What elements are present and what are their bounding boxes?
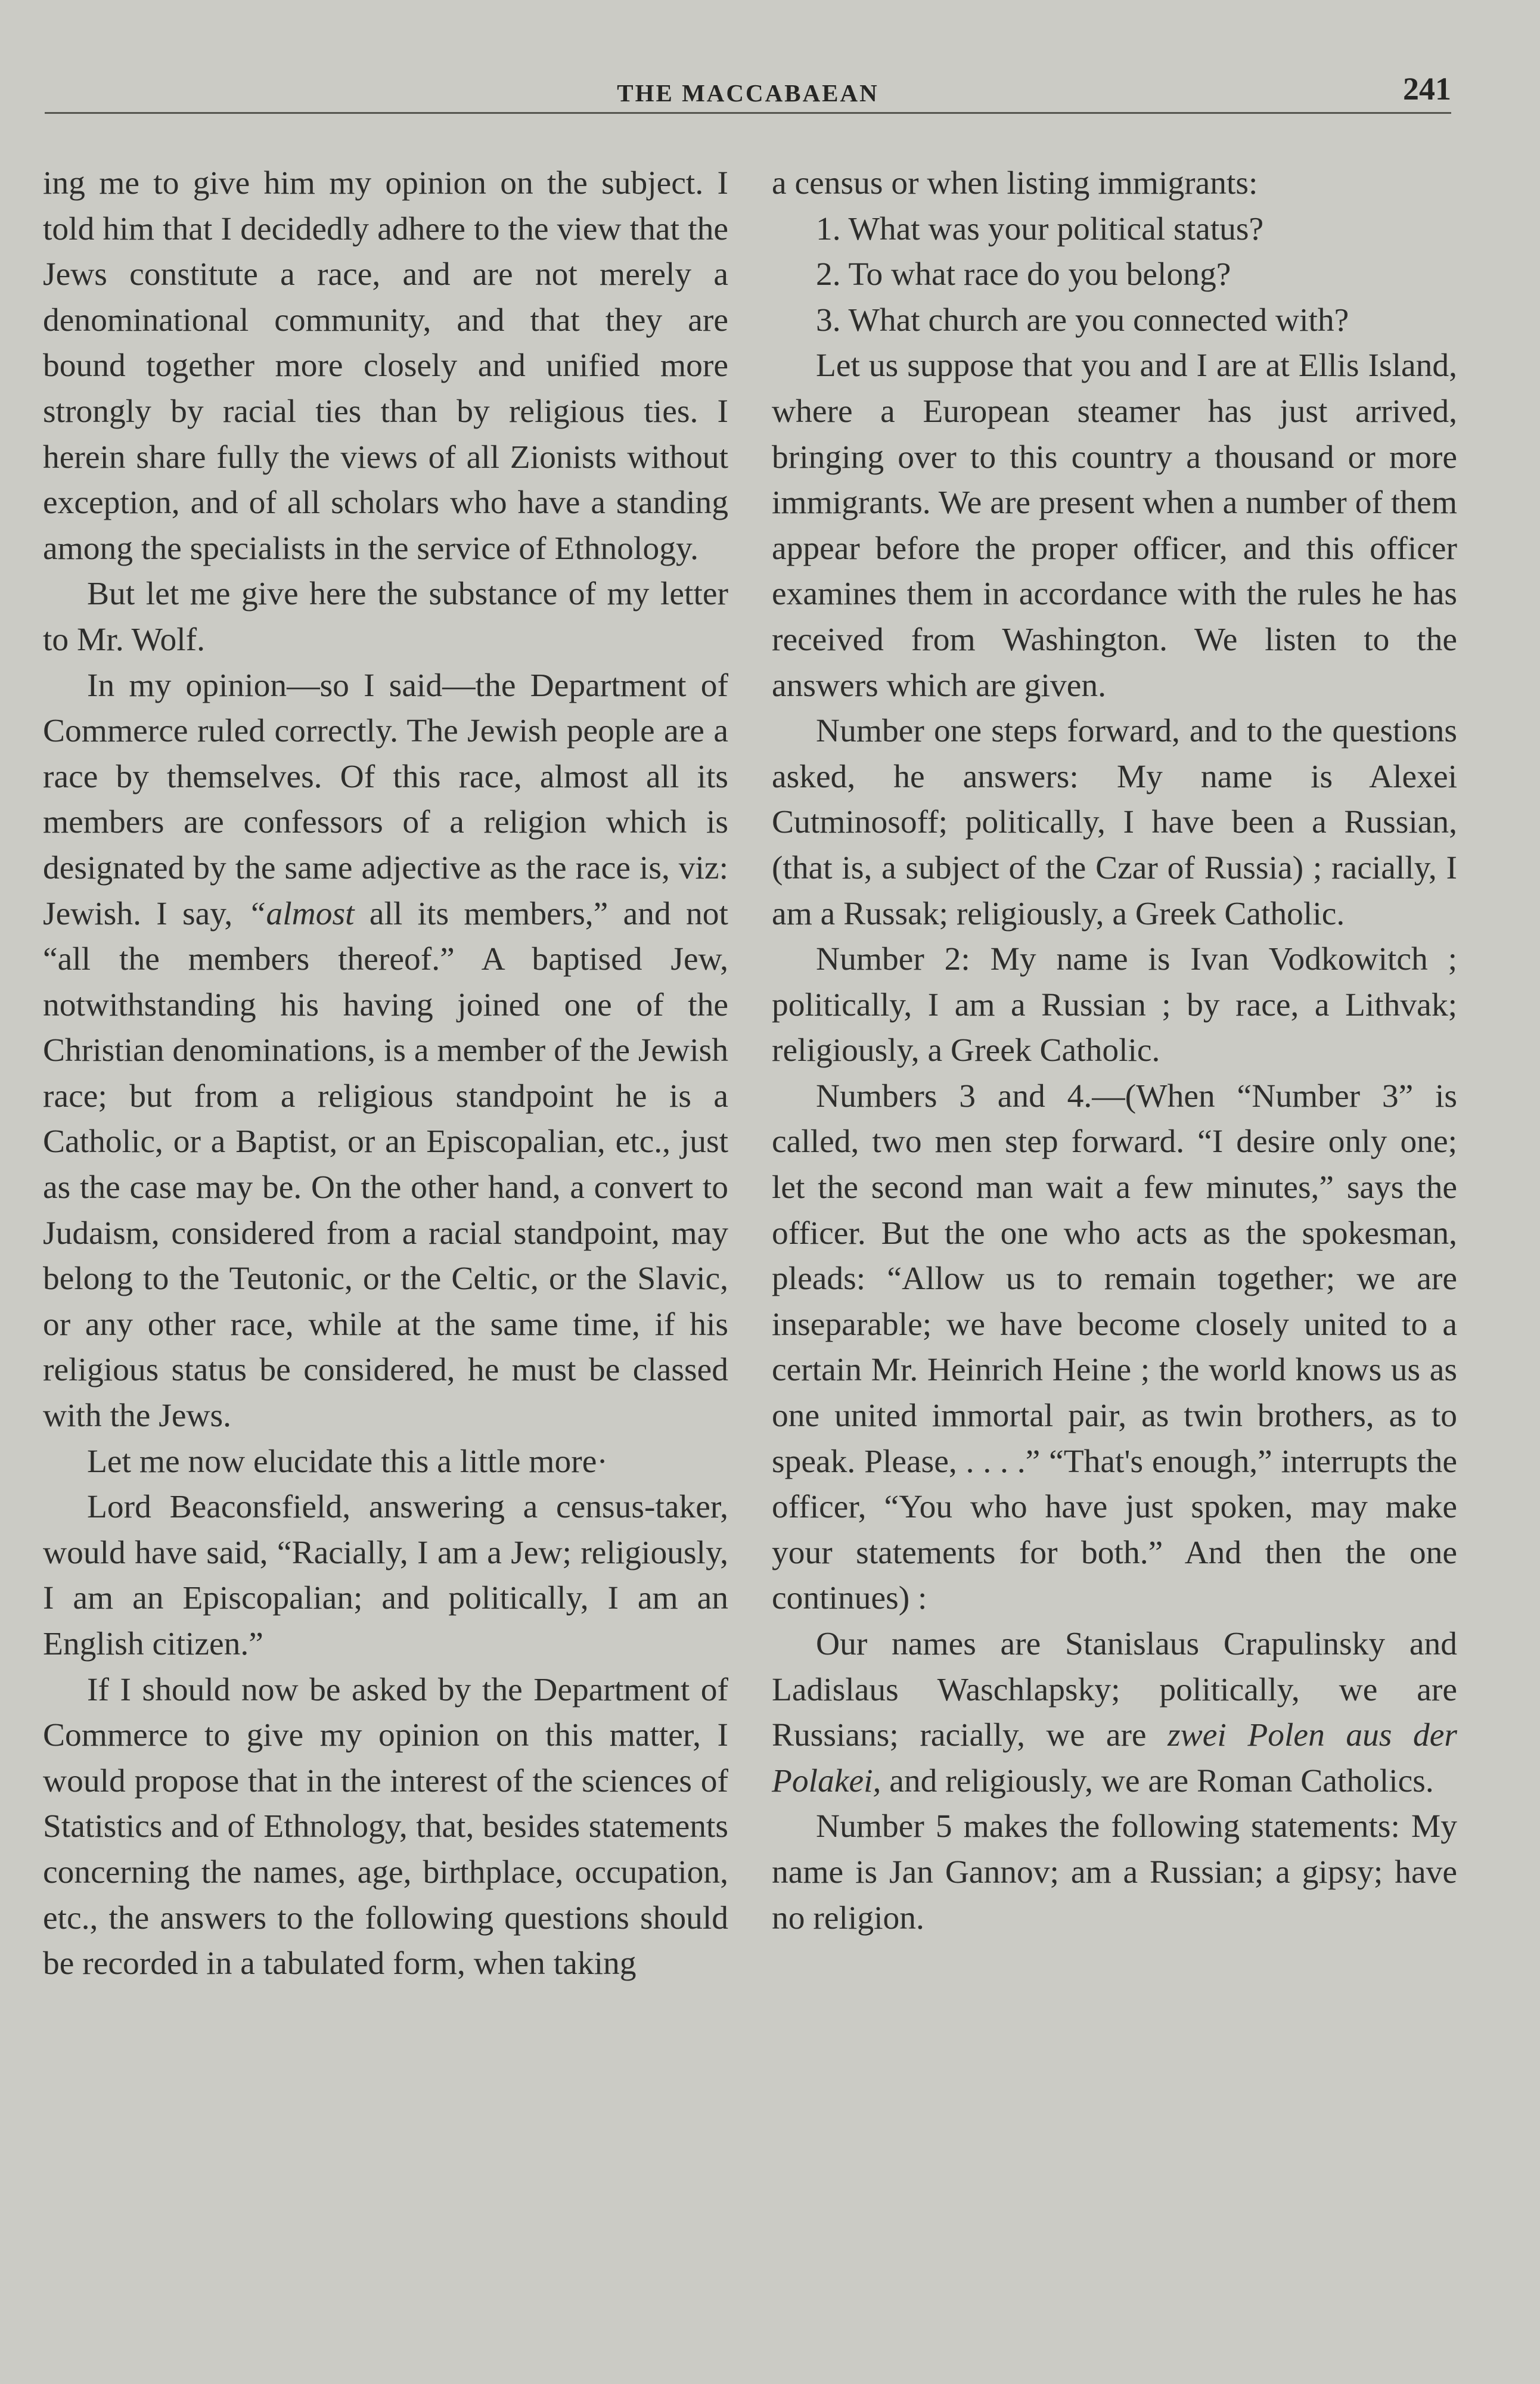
paragraph-continued: ing me to give him my opinion on the subject. I told him that I decidedly adhere to the view that the Jews constitute a race, and are not merely a denominational community, and that they are bound together more closely and unified more strongly by racial ties than by religious ties. I herein share fully the views of all Zionists without exception, and of all scholars who have a standing among the specialists in the service of Ethnology. [43, 165, 728, 567]
opinion-text-end: all its members,” and not “all the members thereof.” A baptised Jew, notwithstanding his having joined one of the Christian denominations, is a member of the Jewish race; but from a religious standpoint he is a Catholic, or a Baptist, or an Episcopalian, etc., just as the case may be. On the other hand, a convert to Judaism, considered from a racial standpoint, may belong to the Teutonic, or the Celtic, or the Slavic, or any other race, while at the same time, if his religious status be considered, he must be classed with the Jews. [43, 895, 728, 1435]
paragraph-number-five: Number 5 makes the following statements: My name is Jan Gannov; am a Russian; a gipsy; have no religion. [772, 1808, 1457, 1936]
paragraph-opinion [43, 663, 728, 1439]
page-number: 241 [1403, 71, 1451, 107]
question-item: 2. To what race do you belong? [816, 256, 1231, 293]
paragraph-beaconsfield: Lord Beaconsfield, answering a census-taker, would have said, “Racially, I am a Jew; religiously, I am an Episcopalian; and politically, I am an English citizen.” [43, 1489, 728, 1662]
paragraph-elucidate: Let me now elucidate this a little more· [87, 1443, 608, 1480]
paragraph-number-two: Number 2: My name is Ivan Vodkowitch ; politically, I am a Russian ; by race, a Lithvak; religiously, a Greek Catholic. [772, 941, 1457, 1069]
question-list [772, 207, 1457, 344]
right-column [772, 161, 1457, 1941]
question-item: 3. What church are you connected with? [816, 302, 1349, 339]
opinion-text-start: In my opinion—so I said—the Department of Commerce ruled correctly. The Jewish people are a race by themselves. Of this race, almost all its members are confessors of a religion which is designated by the same adjective as the race is, viz: Jewish. I say, [43, 667, 728, 932]
paragraph-letter-intro: But let me give here the substance of my letter to Mr. Wolf. [43, 576, 728, 658]
opinion-emphasis: “almost [247, 895, 355, 932]
paragraph-numbers-three-four: Numbers 3 and 4.—(When “Number 3” is called, two men step forward. “I desire only one; let the second man wait a few minutes,” says the officer. But the one who acts as the spokesman, pleads: “Allow us to remain together; we are inseparable; we have become closely united to a certain Mr. Heinrich Heine ; the world knows us as one united immortal pair, as twin brothers, as to speak. Please, . . . .” “That's enough,” interrupts the officer, “You who have just spoken, may make your statements for both.” And then the one continues) : [772, 1078, 1457, 1617]
paragraph-census-intro: a census or when listing immigrants: [772, 165, 1258, 201]
paragraph-ellis-island: Let us suppose that you and I are at Ellis Island, where a European steamer has just arrived, bringing over to this country a thousand or more immigrants. We are present when a number of them appear before the proper officer, and this officer examines them in accordance with the rules he has received from Washington. We listen to the answers which are given. [772, 347, 1457, 704]
paragraph-names [772, 1622, 1457, 1804]
left-column [43, 161, 728, 1987]
names-text-end: and religiously, we are Roman Catholics. [889, 1762, 1434, 1799]
header-rule [45, 112, 1451, 114]
names-text-start: Our names are Stanislaus Crapulinsky and Ladislaus Waschlapsky; politically, we are Russians; racially, we are [772, 1626, 1457, 1754]
running-header [45, 70, 1451, 118]
question-item: 1. What was your political status? [816, 210, 1264, 247]
names-emphasis: zwei Polen aus der Polakei, [772, 1717, 1457, 1799]
paragraph-proposal: If I should now be asked by the Department of Commerce to give my opinion on this matter, I would propose that in the interest of the sciences of Statistics and of Ethnology, that, besides statements concerning the names, age, birthplace, occupation, etc., the answers to the following questions should be recorded in a tabulated form, when taking [43, 1671, 728, 1982]
running-title: THE MACCABAEAN [617, 79, 879, 107]
paragraph-number-one: Number one steps forward, and to the questions asked, he answers: My name is Alexei Cutminosoff; politically, I have been a Russian, (that is, a subject of the Czar of Russia) ; racially, I am a Russak; religiously, a Greek Catholic. [772, 713, 1457, 932]
